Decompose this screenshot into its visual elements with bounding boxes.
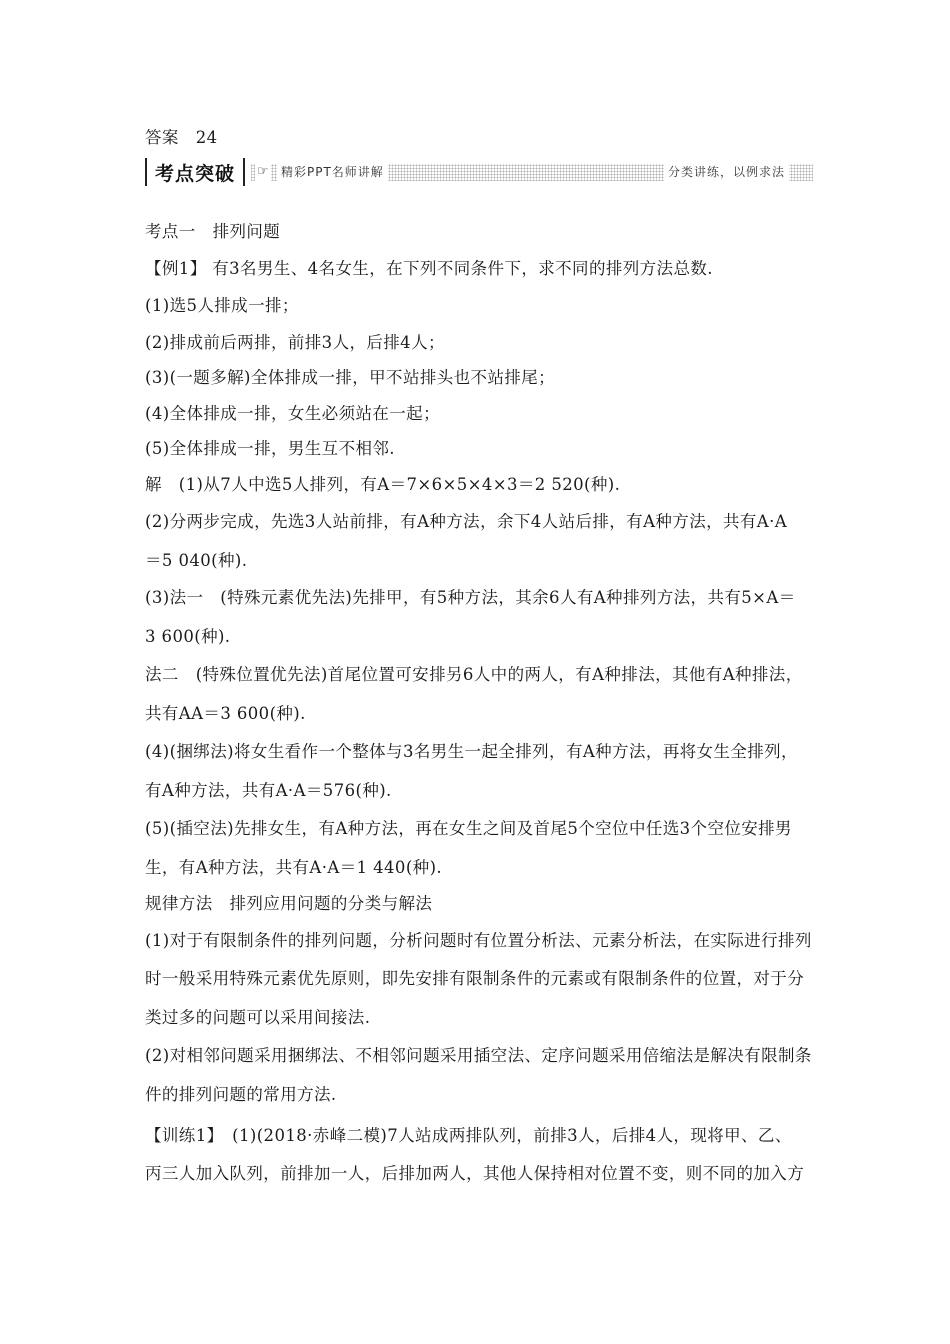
method-heading: 规律方法 排列应用问题的分类与解法 (145, 894, 433, 913)
text-line: (3)(一题多解)全体排成一排，甲不站排头也不站排尾； (145, 368, 556, 387)
text-line: (2)对相邻问题采用捆绑法、不相邻问题采用插空法、定序问题采用倍缩法是解决有限制条 (145, 1046, 812, 1065)
section-heading: 考点一 排列问题 (145, 222, 281, 241)
text-line: (2)分两步完成，先选3人站前排，有A种方法，余下4人站后排，有A种方法，共有A·A (145, 512, 788, 531)
text-line: 件的排列问题的常用方法. (145, 1085, 337, 1104)
banner-subtitle: 精彩PPT名师讲解 (277, 163, 388, 181)
text-line: (3)法一 (特殊元素优先法)先排甲，有5种方法，其余6人有A种排列方法，共有5×A＝ (145, 588, 796, 607)
solution-line: 解 (1)从7人中选5人排列，有A＝7×6×5×4×3＝2 520(种). (145, 475, 621, 494)
text-line: (1)选5人排成一排； (145, 296, 299, 315)
example-1-statement: 【例1】 有3名男生、4名女生，在下列不同条件下，求不同的排列方法总数. (145, 259, 713, 278)
text-line: 类过多的问题可以采用间接法. (145, 1008, 371, 1027)
text-line: (4)全体排成一排，女生必须站在一起； (145, 404, 440, 423)
text-line: (4)(捆绑法)将女生看作一个整体与3名男生一起全排列，有A种方法，再将女生全排列， (145, 742, 798, 761)
banner-title: 考点突破 (145, 158, 245, 186)
text-line: 丙三人加入队列，前排加一人，后排加两人，其他人保持相对位置不变，则不同的加入方 (145, 1164, 805, 1183)
answer-line: 答案 24 (145, 128, 218, 147)
text-line: 共有AA＝3 600(种). (145, 704, 306, 723)
text-line: 3 600(种). (145, 627, 231, 646)
text-line: 有A种方法，共有A·A＝576(种). (145, 781, 392, 800)
section-banner (145, 158, 813, 186)
text-line: ＝5 040(种). (145, 551, 248, 570)
text-line: 法二 (特殊位置优先法)首尾位置可安排另6人中的两人，有A种排法，其他有A种排法， (145, 665, 803, 684)
text-line: (2)排成前后两排，前排3人，后排4人； (145, 333, 445, 352)
exercise-1-statement: 【训练1】 (1)(2018·赤峰二模)7人站成两排队列，前排3人，后排4人，现将甲、乙、 (145, 1126, 792, 1145)
pointing-hand-icon: ☞ (257, 164, 269, 179)
text-line: (1)对于有限制条件的排列问题，分析问题时有位置分析法、元素分析法，在实际进行排列 (145, 931, 812, 950)
text-line: 时一般采用特殊元素优先原则，即先安排有限制条件的元素或有限制条件的位置，对于分 (145, 969, 805, 988)
text-line: (5)(插空法)先排女生，有A种方法，再在女生之间及首尾5个空位中任选3个空位安排男 (145, 819, 792, 838)
text-line: (5)全体排成一排，男生互不相邻. (145, 439, 395, 458)
text-line: 生，有A种方法，共有A·A＝1 440(种). (145, 858, 443, 877)
banner-right-text: 分类讲练，以例求法 (664, 163, 789, 181)
